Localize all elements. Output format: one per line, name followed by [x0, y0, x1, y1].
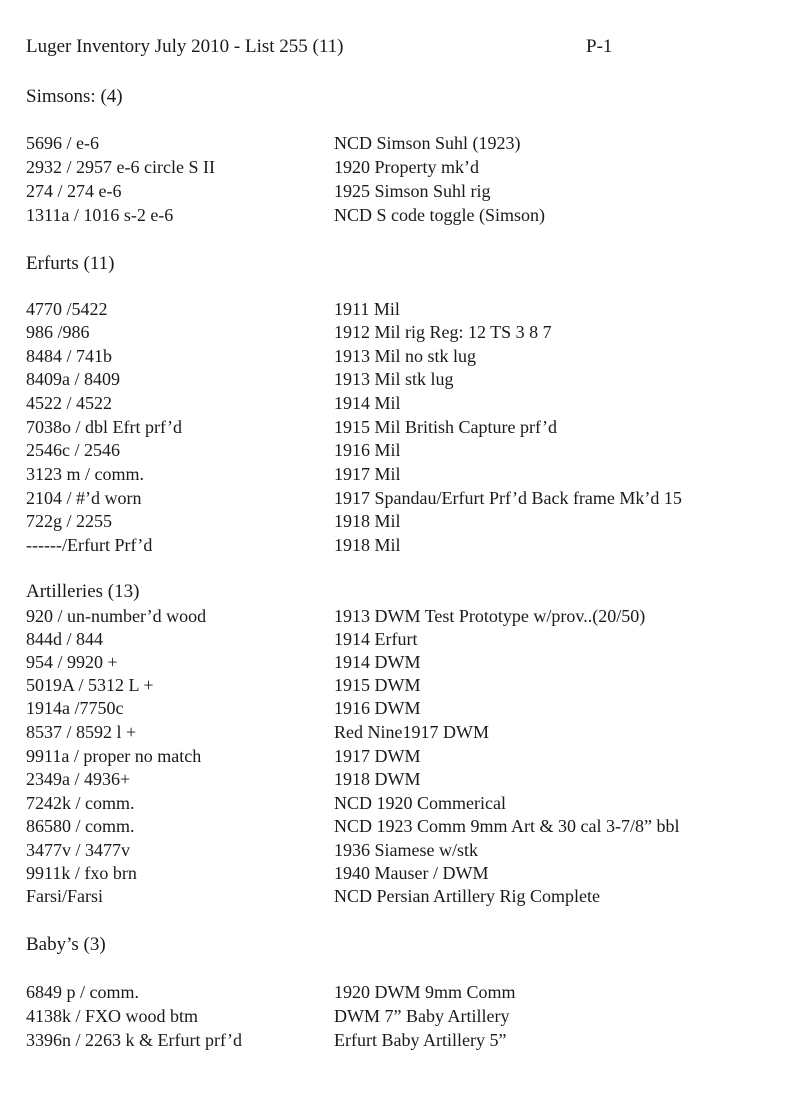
list-item	[26, 1004, 766, 1028]
list-item	[26, 861, 766, 885]
item-description: 1925 Simson Suhl rig	[334, 181, 491, 201]
item-description: 1940 Mauser / DWM	[334, 863, 489, 883]
serial-number: 2546c / 2546	[26, 440, 120, 460]
list-item	[26, 884, 766, 908]
section-heading-artilleries: Artilleries (13)	[26, 581, 140, 602]
page-number: P-1	[586, 36, 613, 57]
list-item	[26, 179, 766, 203]
serial-number: 9911a / proper no match	[26, 746, 202, 766]
serial-number: 6849 p / comm.	[26, 982, 139, 1002]
list-item	[26, 320, 766, 344]
section-heading-erfurts: Erfurts (11)	[26, 253, 115, 274]
list-item	[26, 155, 766, 179]
list-item	[26, 344, 766, 368]
serial-number: 2349a / 4936+	[26, 769, 131, 789]
item-description: 1911 Mil	[334, 299, 400, 319]
section-heading-babys: Baby’s (3)	[26, 934, 106, 955]
item-description: 1920 DWM 9mm Comm	[334, 982, 516, 1002]
serial-number: 3123 m / comm.	[26, 464, 144, 484]
item-description: Red Nine1917 DWM	[334, 722, 489, 742]
serial-number: 2932 / 2957 e-6 circle S II	[26, 157, 215, 177]
serial-number: 844d / 844	[26, 629, 104, 649]
list-item	[26, 415, 766, 439]
item-description: 1917 DWM	[334, 746, 421, 766]
serial-number: 4770 /5422	[26, 299, 108, 319]
list-item	[26, 814, 766, 838]
item-description: 1920 Property mk’d	[334, 157, 479, 177]
item-description: NCD Simson Suhl (1923)	[334, 133, 521, 153]
list-item	[26, 604, 766, 628]
list-item	[26, 486, 766, 510]
list-item	[26, 673, 766, 697]
serial-number: 4522 / 4522	[26, 393, 113, 413]
serial-number: 920 / un-number’d wood	[26, 606, 207, 626]
serial-number: 86580 / comm.	[26, 816, 135, 836]
serial-number: 7038o / dbl Efrt prf’d	[26, 417, 182, 437]
list-item	[26, 720, 766, 744]
serial-number: 5696 / e-6	[26, 133, 99, 153]
serial-number: ------/Erfurt Prf’d	[26, 535, 153, 555]
serial-number: 2104 / #’d worn	[26, 488, 142, 508]
list-item	[26, 203, 766, 227]
item-description: NCD 1920 Commerical	[334, 793, 506, 813]
item-description: NCD Persian Artillery Rig Complete	[334, 886, 600, 906]
item-description: 1918 DWM	[334, 769, 421, 789]
list-item	[26, 367, 766, 391]
item-description: 1918 Mil	[334, 511, 401, 531]
serial-number: 8537 / 8592 l +	[26, 722, 137, 742]
item-description: NCD S code toggle (Simson)	[334, 205, 545, 225]
item-description: 1913 Mil stk lug	[334, 369, 454, 389]
list-item	[26, 650, 766, 674]
item-description: 1913 DWM Test Prototype w/prov..(20/50)	[334, 606, 646, 626]
item-description: 1936 Siamese w/stk	[334, 840, 478, 860]
list-item	[26, 391, 766, 415]
list-item	[26, 627, 766, 651]
item-description: 1918 Mil	[334, 535, 401, 555]
list-item	[26, 980, 766, 1004]
serial-number: 8484 / 741b	[26, 346, 113, 366]
item-description: 1914 DWM	[334, 652, 421, 672]
item-description: NCD 1923 Comm 9mm Art & 30 cal 3-7/8” bbl	[334, 816, 680, 836]
item-description: 1915 Mil British Capture prf’d	[334, 417, 557, 437]
serial-number: 274 / 274 e-6	[26, 181, 122, 201]
serial-number: 8409a / 8409	[26, 369, 120, 389]
serial-number: 9911k / fxo brn	[26, 863, 137, 883]
item-description: 1917 Mil	[334, 464, 401, 484]
page-header	[26, 36, 766, 62]
page-title: Luger Inventory July 2010 - List 255 (11)	[26, 36, 344, 57]
list-item	[26, 696, 766, 720]
serial-number: 5019A / 5312 L +	[26, 675, 154, 695]
serial-number: 4138k / FXO wood btm	[26, 1006, 199, 1026]
serial-number: 986 /986	[26, 322, 90, 342]
list-item	[26, 744, 766, 768]
item-description: 1915 DWM	[334, 675, 421, 695]
list-item	[26, 297, 766, 321]
serial-number: 954 / 9920 +	[26, 652, 118, 672]
list-item	[26, 533, 766, 557]
list-item	[26, 509, 766, 533]
list-item	[26, 1028, 766, 1052]
item-description: DWM 7” Baby Artillery	[334, 1006, 510, 1026]
serial-number: 1311a / 1016 s-2 e-6	[26, 205, 174, 225]
serial-number: 7242k / comm.	[26, 793, 135, 813]
item-description: 1912 Mil rig Reg: 12 TS 3 8 7	[334, 322, 552, 342]
list-item	[26, 838, 766, 862]
serial-number: 3396n / 2263 k & Erfurt prf’d	[26, 1030, 242, 1050]
serial-number: 722g / 2255	[26, 511, 113, 531]
item-description: 1916 DWM	[334, 698, 421, 718]
section-heading-simsons: Simsons: (4)	[26, 86, 123, 107]
item-description: Erfurt Baby Artillery 5”	[334, 1030, 507, 1050]
item-description: 1914 Mil	[334, 393, 401, 413]
list-item	[26, 791, 766, 815]
serial-number: 3477v / 3477v	[26, 840, 131, 860]
serial-number: Farsi/Farsi	[26, 886, 104, 906]
item-description: 1916 Mil	[334, 440, 401, 460]
item-description: 1913 Mil no stk lug	[334, 346, 477, 366]
list-item	[26, 131, 766, 155]
list-item	[26, 438, 766, 462]
list-item	[26, 767, 766, 791]
serial-number: 1914a /7750c	[26, 698, 124, 718]
list-item	[26, 462, 766, 486]
item-description: 1917 Spandau/Erfurt Prf’d Back frame Mk’d 15	[334, 488, 682, 508]
item-description: 1914 Erfurt	[334, 629, 418, 649]
